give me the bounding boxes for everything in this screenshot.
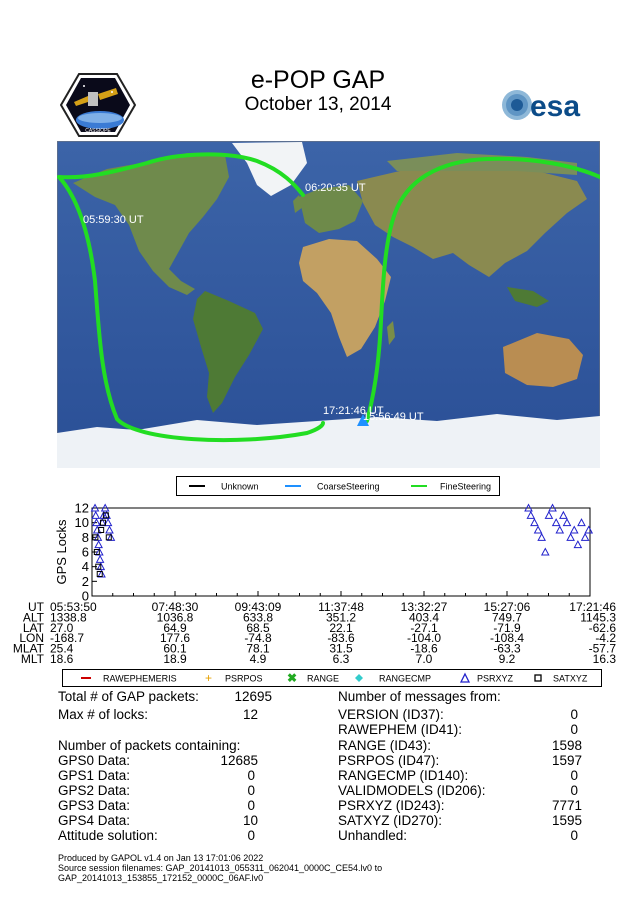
plot-frame	[92, 508, 590, 596]
table-cell: -57.7	[588, 641, 616, 656]
footer-source-line: GAP_20141013_153855_172152_0000C_06AF.lv0	[58, 873, 264, 883]
table-cell: 18.6	[50, 652, 74, 666]
msg-label: PSRPOS (ID47):	[338, 753, 440, 768]
legend-label: SATXYZ	[553, 673, 588, 684]
marker-legend	[62, 669, 602, 687]
msg-value: 7771	[551, 798, 582, 813]
table-cell: 22.1	[329, 620, 353, 635]
legend-marker-psrxyz	[461, 674, 469, 682]
stat-value: 0	[247, 768, 255, 783]
msg-value: 0	[570, 783, 578, 798]
table-row-label: LAT	[22, 620, 44, 635]
table-cell: 177.6	[159, 631, 191, 646]
table-cell: 60.1	[163, 641, 187, 656]
max-locks-value: 12	[242, 707, 258, 722]
orbit-label: 17:21:46 UT	[323, 405, 384, 417]
table-cell: -62.6	[588, 620, 616, 635]
table-cell: 17:21:46	[569, 600, 616, 614]
table-cell: 1338.8	[50, 610, 87, 625]
legend-label: RAWEPHEMERIS	[103, 673, 177, 684]
table-row-label: LON	[19, 631, 44, 646]
table-cell: -27.1	[410, 620, 438, 635]
y-tick-label: 12	[74, 500, 89, 516]
legend-label: RANGECMP	[379, 673, 432, 684]
table-cell: 68.5	[246, 620, 270, 635]
stat-label: Attitude solution:	[58, 828, 158, 843]
table-row-label: UT	[28, 600, 44, 614]
footer-produced-by: Produced by GAPOL v1.4 on Jan 13 17:01:06 2022	[58, 853, 264, 863]
stat-label: GPS3 Data:	[58, 798, 131, 813]
table-row-label: ALT	[22, 610, 44, 625]
msg-value: 0	[570, 722, 578, 737]
stat-value: 10	[242, 813, 258, 828]
msg-label: VALIDMODELS (ID206):	[338, 783, 486, 798]
msg-label: SATXYZ (ID270):	[338, 813, 443, 828]
table-cell: 07:48:30	[151, 600, 199, 614]
table-row-label: MLT	[20, 652, 44, 666]
y-tick-label: 4	[81, 559, 89, 575]
footer-source-line: Source session filenames: GAP_20141013_055311_062041_0000C_CE54.lv0 to	[58, 863, 383, 873]
page-title: e-POP GAP	[250, 66, 386, 94]
msg-label: PSRXYZ (ID243):	[338, 798, 445, 813]
table-row-label: MLAT	[12, 641, 44, 656]
table-cell: 31.5	[329, 641, 353, 656]
msg-value: 0	[570, 828, 578, 843]
table-cell: 6.3	[332, 652, 350, 666]
stat-label: GPS1 Data:	[58, 768, 131, 783]
table-cell: 749.7	[491, 610, 523, 625]
table-cell: 7.0	[415, 652, 433, 666]
orbit-label: 06:20:35 UT	[305, 182, 366, 194]
table-cell: 1036.8	[156, 610, 194, 625]
table-cell: 09:43:09	[234, 600, 282, 614]
table-cell: 1145.3	[580, 610, 616, 625]
footer	[58, 853, 382, 883]
gps-locks-chart	[0, 500, 636, 670]
msg-value: 1597	[551, 753, 582, 768]
msg-label: RANGE (ID43):	[338, 738, 432, 753]
stat-label: GPS2 Data:	[58, 783, 131, 798]
stat-value: 0	[247, 783, 255, 798]
table-cell: 05:53:50	[50, 600, 97, 614]
cassiope-logo-text: CASSIOPE	[85, 128, 111, 134]
table-cell: -74.8	[244, 631, 272, 646]
table-cell: 9.2	[498, 652, 516, 666]
page-date: October 13, 2014	[244, 94, 392, 115]
table-cell: -18.6	[410, 641, 438, 656]
table-cell: 351.2	[325, 610, 357, 625]
packets-containing-heading: Number of packets containing:	[58, 738, 241, 753]
esa-logo	[500, 88, 598, 122]
orbit-label: 15:56:49 UT	[363, 411, 424, 423]
y-axis-label: GPS Locks	[54, 519, 69, 585]
steering-legend	[176, 476, 500, 496]
esa-logo-text: esa	[530, 90, 581, 122]
table-cell: 403.4	[408, 610, 440, 625]
cassiope-logo	[60, 72, 136, 138]
table-cell: -63.3	[493, 641, 521, 656]
table-cell: 64.9	[163, 620, 187, 635]
msg-label: VERSION (ID37):	[338, 707, 444, 722]
table-cell: 78.1	[246, 641, 270, 656]
y-tick-label: 0	[81, 588, 89, 604]
y-tick-label: 8	[81, 529, 89, 545]
table-cell: -104.0	[406, 631, 442, 646]
table-cell: 633.8	[242, 610, 274, 625]
world-map	[57, 141, 600, 468]
table-cell: 27.0	[50, 620, 74, 635]
msg-value: 1598	[551, 738, 582, 753]
stat-label: GPS4 Data:	[58, 813, 131, 828]
y-tick-label: 2	[81, 573, 89, 589]
table-cell: -108.4	[489, 631, 525, 646]
legend-label: PSRPOS	[225, 673, 263, 684]
legend-label: RANGE	[307, 673, 340, 684]
total-packets-value: 12695	[234, 689, 272, 704]
table-cell: 4.9	[249, 652, 267, 666]
total-packets-label: Total # of GAP packets:	[58, 689, 199, 704]
legend-label: CoarseSteering	[317, 481, 380, 492]
stat-value: 0	[247, 798, 255, 813]
msg-value: 0	[570, 707, 578, 722]
table-cell: -4.2	[595, 631, 616, 646]
msg-value: 1595	[551, 813, 582, 828]
table-cell: -71.9	[493, 620, 521, 635]
legend-label: PSRXYZ	[477, 673, 514, 684]
table-cell: -168.7	[50, 631, 85, 646]
y-tick-label: 10	[74, 515, 89, 531]
stat-value: 0	[247, 828, 255, 843]
legend-marker-rangecmp	[355, 674, 363, 682]
table-cell: 16.3	[592, 652, 616, 666]
table-cell: 18.9	[163, 652, 187, 666]
table-cell: 13:32:27	[400, 600, 448, 614]
orbit-label: 05:59:30 UT	[83, 214, 144, 226]
legend-label: FineSteering	[440, 481, 492, 492]
legend-marker-satxyz	[535, 675, 541, 681]
msg-value: 0	[570, 768, 578, 783]
stat-label: GPS0 Data:	[58, 753, 131, 768]
table-cell: 11:37:48	[318, 600, 364, 614]
legend-marker-range: ✖	[287, 671, 298, 685]
msg-label: Unhandled:	[338, 828, 408, 843]
messages-from-heading: Number of messages from:	[338, 689, 501, 704]
legend-label: Unknown	[221, 481, 259, 492]
max-locks-label: Max # of locks:	[58, 707, 149, 722]
msg-label: RANGECMP (ID140):	[338, 768, 469, 783]
msg-label: RAWEPHEM (ID41):	[338, 722, 463, 737]
table-cell: 25.4	[50, 641, 74, 656]
y-tick-label: 6	[81, 544, 89, 560]
table-cell: 15:27:06	[483, 600, 531, 614]
legend-marker-psrpos: +	[205, 671, 213, 685]
table-cell: -83.6	[327, 631, 355, 646]
stat-value: 12685	[220, 753, 258, 768]
